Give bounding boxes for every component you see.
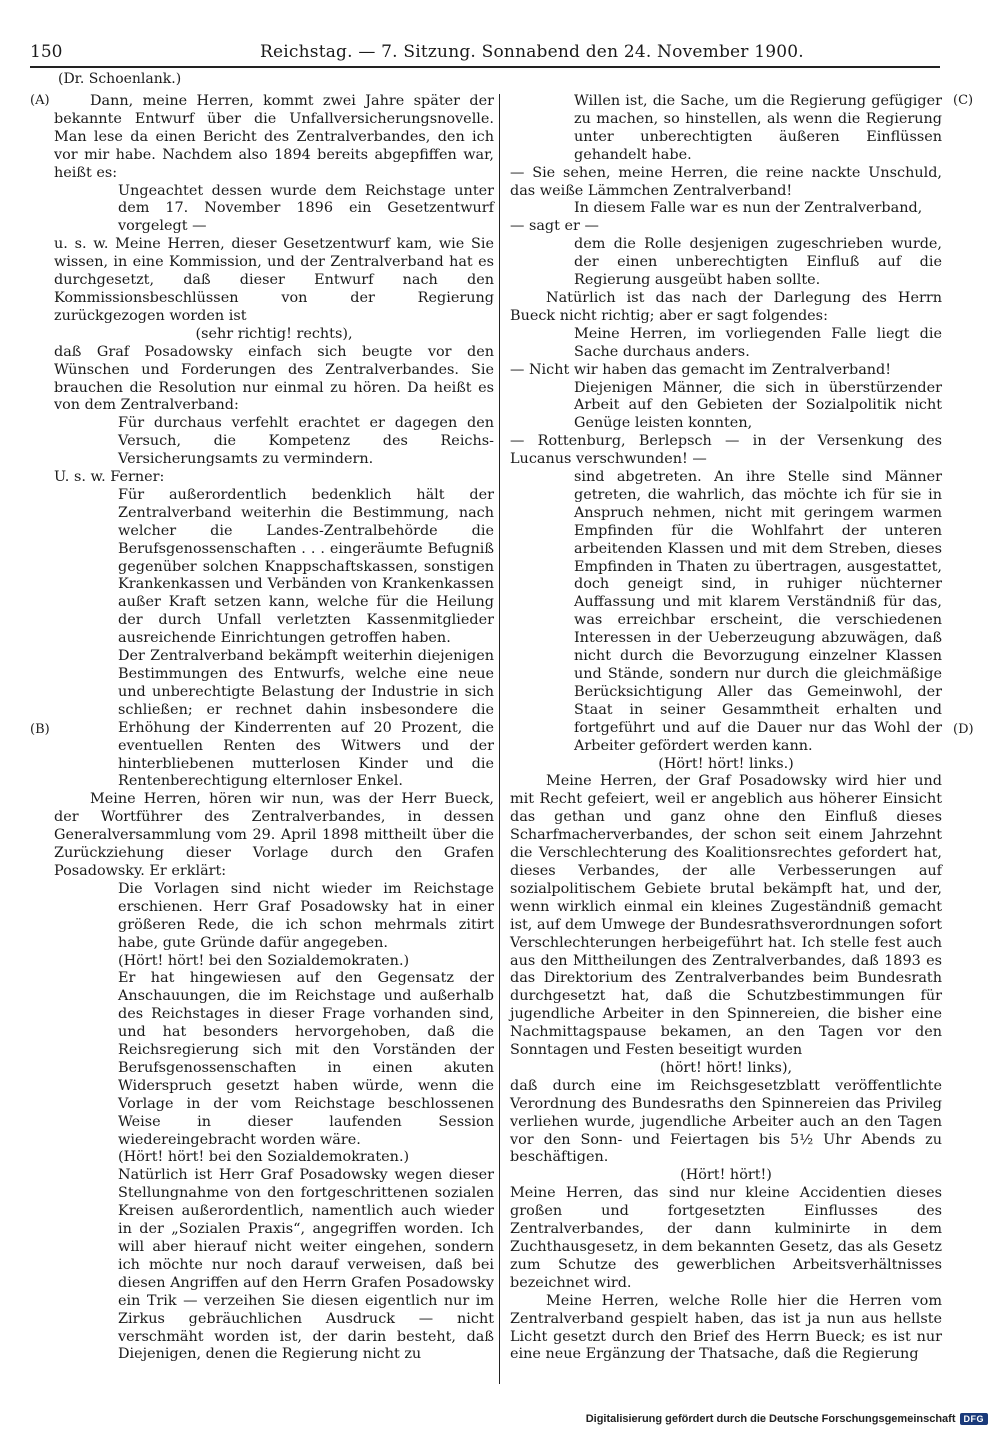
- interjection: (hört! hört! links),: [659, 1059, 793, 1076]
- running-title: Reichstag. — 7. Sitzung. Sonnabend den 24. November 1900.: [260, 42, 804, 62]
- interjection: (Hört! hört! bei den Sozialdemokraten.): [118, 1149, 410, 1166]
- right-column: [510, 93, 942, 1364]
- footer-text: Digitalisierung gefördert durch die Deutsche Forschungsgemeinschaft: [585, 1413, 956, 1425]
- paragraph: Meine Herren, das sind nur kleine Accidentien dieses großen und fortgesetzten Einflusses des Zentralverbandes, der dann kulminirte in dem Zuchthausgesetz, in dem bekannten Gesetz, das als Gesetz zum Schutze des gewerblichen Arbeitsverhältnisses bezeichnet wird.: [510, 1185, 942, 1291]
- dfg-logo-icon: DFG: [960, 1413, 989, 1425]
- paragraph: — sagt er —: [510, 218, 599, 235]
- page-header: [30, 38, 940, 64]
- quotation: Für durchaus verfehlt erachtet er dagegen den Versuch, die Kompetenz des Reichs-Versicherungsamts zu vermindern.: [118, 415, 494, 468]
- quotation: Meine Herren, im vorliegenden Falle liegt die Sache durchaus anders.: [574, 325, 942, 360]
- paragraph: Meine Herren, der Graf Posadowsky wird hier und mit Recht gefeiert, weil er angeblich aus höherer Einsicht das gethan und ganz ohne den Einfluß dieses Scharfmacherverbandes, der schon seit einem Jahrzehnt die Verschlechterung des Koalitionsrechtes gefordert hat, dieses Verbandes, der alle Verbesserungen auf sozialpolitischem Gebiete brutal bekämpft hat, und der, wenn wirklich einmal ein kleines Zugeständniß gemacht ist, auf dem Umwege der Bundesrathsverordnungen sofort Verschlechterungen herbeigeführt hat. Ich stelle fest auch aus den Mittheilungen des Zentralverbandes, daß 1893 es das Direktorium des Zentralverbandes beim Bundesrath durchgesetzt hat, daß die Schutzbestimmungen für jugendliche Arbeiter in den Spinnereien, die bisher eine Nachmittagspause bekamen, an den Tagen vor den Sonntagen und Festen beseitigt wurden: [510, 773, 942, 1059]
- paragraph: — Rottenburg, Berlepsch — in der Versenkung des Lucanus verschwunden! —: [510, 433, 942, 468]
- paragraph: U. s. w. Ferner:: [54, 469, 165, 486]
- margin-marker-d: (D): [953, 722, 974, 737]
- left-column: [54, 93, 494, 1364]
- page-number: 150: [30, 42, 63, 62]
- interjection: (Hört! hört! links.): [658, 755, 794, 772]
- paragraph: u. s. w. Meine Herren, dieser Gesetzentwurf kam, wie Sie wissen, in eine Kommission, und der Zentralverband hat es durchgesetzt, daß dieser Entwurf nach den Kommissionsbeschlüssen von der Regierung zurückgezogen worden ist: [54, 236, 494, 324]
- quotation: sind abgetreten. An ihre Stelle sind Männer getreten, die wahrlich, das möchte ich für sie in Anspruch nehmen, nicht mit geringem warmen Empfinden für die Wohlfahrt der unteren arbeitenden Klassen und mit dem Streben, dieses Empfinden in Thaten zu übertragen, ausgestattet, doch geneigt sind, in ruhiger nüchterner Auffassung und mit klarem Verständniß für das, was erreichbar erscheint, die verschiedenen Interessen in der Ueberzeugung abzuwägen, daß nicht durch die Bevorzugung einzelner Klassen und Stände, sondern nur durch die gleichmäßige Berücksichtigung Aller das Gemeinwohl, der Staat in seiner Gesammtheit erhalten und fortgeführt und auf die Dauer nur das Wohl der Arbeiter gefördert werden kann.: [574, 469, 942, 754]
- paragraph: — Sie sehen, meine Herren, die reine nackte Unschuld, das weiße Lämmchen Zentralverband!: [510, 164, 942, 199]
- quotation: In diesem Falle war es nun der Zentralverband,: [574, 200, 923, 217]
- paragraph: Natürlich ist das nach der Darlegung des Herrn Bueck nicht richtig; aber er sagt folgendes:: [510, 289, 942, 324]
- margin-marker-b: (B): [30, 722, 50, 737]
- interjection: (Hört! hört!): [680, 1167, 772, 1184]
- interjection: (Hört! hört! bei den Sozialdemokraten.): [118, 952, 410, 969]
- quotation: dem die Rolle desjenigen zugeschrieben wurde, der einen unberechtigten Einfluß auf die Regierung ausgeübt haben sollte.: [574, 236, 942, 289]
- paragraph: daß durch eine im Reichsgesetzblatt veröffentlichte Verordnung des Bundesraths den Spinnereien das Privileg verliehen wurde, jugendliche Arbeiter auch an den Tagen vor den Sonn- und Feiertagen bis 5½ Uhr Abends zu beschäftigen.: [510, 1077, 942, 1166]
- header-rule: [30, 66, 940, 68]
- margin-marker-a: (A): [30, 93, 50, 108]
- footer-credit: [586, 1410, 988, 1428]
- paragraph: — Nicht wir haben das gemacht im Zentralverband!: [510, 361, 892, 378]
- speaker-name: (Dr. Schoenlank.): [58, 71, 182, 87]
- paragraph: Meine Herren, welche Rolle hier die Herren vom Zentralverband gespielt haben, das ist ja nun aus hellste Licht gesetzt durch den Brief des Herrn Bueck; es ist nur eine neue Ergänzung der Thatsache, daß die Regierung: [510, 1292, 942, 1363]
- quotation: Willen ist, die Sache, um die Regierung gefügiger zu machen, so hinstellen, als wenn die Regierung unter unberechtigten äußeren Einflüssen gehandelt habe.: [574, 93, 942, 163]
- quotation: Die Vorlagen sind nicht wieder im Reichstage erschienen. Herr Graf Posadowsky hat in einer größeren Rede, die ich schon mehrmals zitirt habe, gute Gründe dafür angegeben.: [118, 880, 494, 951]
- interjection: (sehr richtig! rechts),: [195, 325, 353, 342]
- quotation: Der Zentralverband bekämpft weiterhin diejenigen Bestimmungen des Entwurfs, welche eine neue und unberechtigte Belastung der Industrie in sich schließen; er rechnet dahin insbesondere die Erhöhung der Kinderrenten auf 20 Prozent, die eventuellen Renten des Witwers und der hinterbliebenen mutterlosen Kinder und die Rentenberechtigung elternloser Enkel.: [118, 648, 494, 790]
- margin-marker-c: (C): [953, 93, 974, 108]
- paragraph: daß Graf Posadowsky einfach sich beugte vor den Wünschen und Forderungen des Zentralverbandes. Sie brauchen die Resolution nur einmal zu hören. Da heißt es von dem Zentralverband:: [54, 343, 494, 414]
- quotation: Für außerordentlich bedenklich hält der Zentralverband weiterhin die Bestimmung, nach welcher die Landes-Zentralbehörde die Berufsgenossenschaften . . . eingeräumte Befugniß gegenüber solchen Knappschaftskassen, sonstigen Krankenkassen und Verbänden von Krankenkassen außer Kraft setzen kann, welche für die Heilung der durch Unfall verletzten Kassenmitglieder ausreichende Einrichtungen getroffen haben.: [118, 486, 494, 647]
- paragraph: Meine Herren, hören wir nun, was der Herr Bueck, der Wortführer des Zentralverbandes, in dessen Generalversammlung vom 29. April 1898 mittheilt über die Zurückziehung dieser Vorlage durch den Grafen Posadowsky. Er erklärt:: [54, 791, 494, 879]
- paragraph: Dann, meine Herren, kommt zwei Jahre später der bekannte Entwurf über die Unfallversicherungsnovelle. Man lese da einen Bericht des Zentralverbandes, den ich vor mir habe. Nachdem also 1894 bereits abgepfiffen war, heißt es:: [54, 93, 494, 181]
- column-divider: [499, 94, 500, 1384]
- quotation: Diejenigen Männer, die sich in überstürzender Arbeit auf den Gebieten der Sozialpolitik nicht Genüge leisten konnten,: [574, 379, 942, 432]
- paragraph: Natürlich ist Herr Graf Posadowsky wegen dieser Stellungnahme von den fortgeschrittenen sozialen Kreisen außerordentlich, namentlich auch wieder in der „Sozialen Praxis“, angegriffen worden. Ich will aber hierauf nicht weiter eingehen, sondern ich möchte nur noch darauf verweisen, daß bei diesen Angriffen auf den Herrn Grafen Posadowsky ein Trik — verzeihen Sie diesen eigentlich nur im Zirkus gebräuchlichen Ausdruck — nicht verschmäht worden ist, der darin besteht, daß Diejenigen, denen die Regierung nicht zu: [118, 1167, 494, 1363]
- quotation: Er hat hingewiesen auf den Gegensatz der Anschauungen, die im Reichstage und außerhalb des Reichstages in dieser Frage vorhanden sind, und hat besonders hervorgehoben, daß die Reichsregierung sich mit den Vorständen der Berufsgenossenschaften in einen akuten Widerspruch gesetzt haben würde, wenn die Vorlage in der vom Reichstage beschlossenen Weise in dieser laufenden Session wiedereingebracht worden wäre.: [118, 970, 494, 1148]
- quotation: Ungeachtet dessen wurde dem Reichstage unter dem 17. November 1896 ein Gesetzentwurf vorgelegt —: [118, 182, 494, 235]
